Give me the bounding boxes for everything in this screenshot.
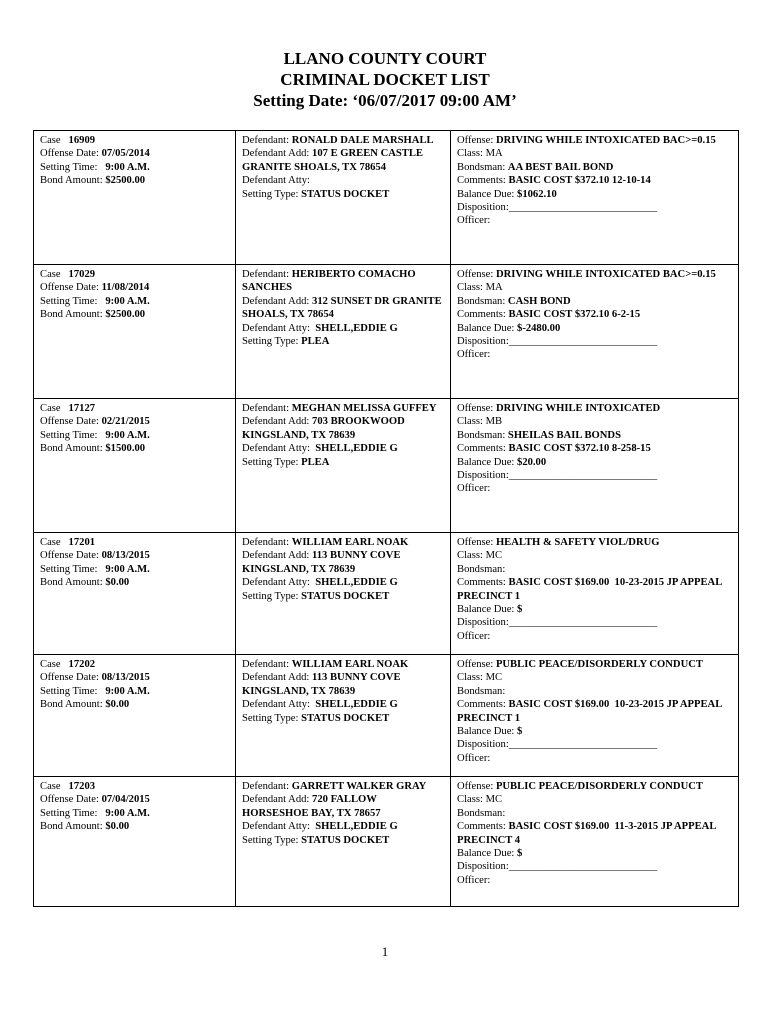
case-number bbox=[40, 402, 229, 415]
disposition-label: Disposition: bbox=[457, 202, 509, 214]
comments-value: BASIC COST $169.00 10-23-2015 JP APPEAL PRECINCT 1 bbox=[457, 699, 725, 724]
setting-type-value: STATUS DOCKET bbox=[301, 590, 390, 602]
bondsman-label: Bondsman: bbox=[457, 295, 508, 307]
disposition bbox=[457, 201, 732, 214]
defendant-address-value: 703 BROOKWOOD KINGSLAND, TX 78639 bbox=[242, 416, 408, 441]
setting-type bbox=[242, 335, 444, 348]
offense-value: PUBLIC PEACE/DISORDERLY CONDUCT bbox=[495, 659, 703, 670]
defendant-name-value: WILLIAM EARL NOAK bbox=[291, 659, 409, 670]
balance-due-value: $-2480.00 bbox=[517, 322, 561, 334]
defendant-cell bbox=[236, 265, 451, 399]
offense-cell bbox=[451, 655, 739, 777]
setting-time bbox=[40, 161, 229, 174]
class bbox=[457, 147, 732, 160]
defendant-name-label: Defendant: bbox=[242, 403, 292, 414]
defendant-address bbox=[242, 671, 444, 698]
bond-amount-value: $2500.00 bbox=[105, 309, 146, 321]
balance-due-label: Balance Due: bbox=[457, 726, 518, 738]
case-number bbox=[40, 268, 229, 281]
defendant-name bbox=[242, 268, 444, 295]
defendant-address-value: 312 SUNSET DR GRANITE SHOALS, TX 78654 bbox=[242, 295, 445, 321]
bondsman bbox=[457, 295, 732, 308]
setting-type bbox=[242, 834, 444, 847]
comments-value: BASIC COST $169.00 11-3-2015 JP APPEAL PRECINCT 4 bbox=[457, 821, 719, 846]
defendant-name-label: Defendant: bbox=[242, 269, 292, 280]
offense-date-value: 08/13/2015 bbox=[101, 672, 150, 684]
case-info-cell bbox=[34, 533, 236, 655]
court-name: LLANO COUNTY COURT bbox=[283, 49, 487, 68]
officer-label: Officer: bbox=[457, 483, 491, 495]
class-value: MA bbox=[485, 282, 503, 294]
offense-cell bbox=[451, 131, 739, 265]
class-value: MC bbox=[485, 550, 503, 562]
defendant-address-value: 107 E GREEN CASTLE GRANITE SHOALS, TX 78654 bbox=[242, 148, 426, 173]
disposition bbox=[457, 335, 732, 348]
defendant-address-value: 113 BUNNY COVE KINGSLAND, TX 78639 bbox=[242, 550, 404, 575]
officer bbox=[457, 874, 732, 887]
case-info-cell bbox=[34, 399, 236, 533]
case-number-label: Case bbox=[40, 135, 61, 146]
docket-body bbox=[34, 131, 739, 907]
setting-time-value: 9:00 A.M. bbox=[105, 563, 150, 575]
defendant-cell bbox=[236, 399, 451, 533]
bondsman-value: SHEILAS BAIL BONDS bbox=[507, 429, 621, 441]
bond-amount-value: $0.00 bbox=[105, 699, 130, 711]
table-row bbox=[34, 399, 739, 533]
disposition-label: Disposition: bbox=[457, 470, 509, 482]
offense-date-label: Offense Date: bbox=[40, 672, 102, 684]
setting-type-label: Setting Type: bbox=[242, 188, 302, 200]
bond-amount-value: $2500.00 bbox=[105, 175, 146, 187]
offense-date bbox=[40, 671, 229, 684]
case-number-value: 17029 bbox=[68, 269, 96, 280]
table-row bbox=[34, 131, 739, 265]
offense-label: Offense: bbox=[457, 135, 496, 146]
defendant-name bbox=[242, 536, 444, 549]
class-value: MC bbox=[485, 672, 503, 684]
case-number-label: Case bbox=[40, 659, 61, 670]
docket-header bbox=[0, 48, 770, 111]
bondsman-label: Bondsman: bbox=[457, 161, 508, 173]
balance-due bbox=[457, 322, 732, 335]
case-number bbox=[40, 536, 229, 549]
table-row bbox=[34, 265, 739, 399]
case-number-value: 17201 bbox=[68, 537, 96, 548]
disposition bbox=[457, 616, 732, 629]
comments-label: Comments: bbox=[457, 699, 509, 711]
defendant-address bbox=[242, 147, 444, 174]
officer-label: Officer: bbox=[457, 215, 491, 227]
setting-type-value: STATUS DOCKET bbox=[301, 188, 390, 200]
offense-date bbox=[40, 793, 229, 806]
disposition-label: Disposition: bbox=[457, 336, 509, 348]
bondsman-label: Bondsman: bbox=[457, 429, 508, 441]
setting-type bbox=[242, 590, 444, 603]
defendant-name-label: Defendant: bbox=[242, 659, 292, 670]
case-number-value: 17127 bbox=[68, 403, 96, 414]
class-label: Class: bbox=[457, 148, 486, 160]
disposition bbox=[457, 738, 732, 751]
class-label: Class: bbox=[457, 672, 486, 684]
disposition bbox=[457, 469, 732, 482]
defendant-address bbox=[242, 549, 444, 576]
disposition-value: ____________________________ bbox=[508, 336, 658, 348]
officer bbox=[457, 348, 732, 361]
disposition-value: ____________________________ bbox=[508, 861, 658, 873]
defendant-name-label: Defendant: bbox=[242, 781, 292, 792]
disposition-value: ____________________________ bbox=[508, 470, 658, 482]
setting-type-label: Setting Type: bbox=[242, 456, 302, 468]
defendant-atty bbox=[242, 442, 444, 455]
defendant-address-label: Defendant Add: bbox=[242, 550, 313, 562]
setting-time bbox=[40, 429, 229, 442]
class bbox=[457, 415, 732, 428]
balance-due bbox=[457, 188, 732, 201]
defendant-address bbox=[242, 415, 444, 442]
bond-amount bbox=[40, 698, 229, 711]
offense-label: Offense: bbox=[457, 781, 496, 792]
case-number bbox=[40, 658, 229, 671]
setting-time-value: 9:00 A.M. bbox=[105, 685, 150, 697]
bond-amount bbox=[40, 576, 229, 589]
defendant-cell bbox=[236, 533, 451, 655]
bond-amount-label: Bond Amount: bbox=[40, 175, 106, 187]
bond-amount bbox=[40, 442, 229, 455]
balance-due-label: Balance Due: bbox=[457, 848, 518, 860]
disposition-label: Disposition: bbox=[457, 739, 509, 751]
defendant-name-value: GARRETT WALKER GRAY bbox=[291, 781, 427, 792]
offense-value: PUBLIC PEACE/DISORDERLY CONDUCT bbox=[495, 781, 703, 792]
defendant-atty bbox=[242, 820, 444, 833]
class bbox=[457, 671, 732, 684]
defendant-name-label: Defendant: bbox=[242, 537, 292, 548]
defendant-atty-value: SHELL,EDDIE G bbox=[315, 821, 398, 833]
offense-date-label: Offense Date: bbox=[40, 282, 102, 294]
disposition-value: ____________________________ bbox=[508, 617, 658, 629]
defendant-atty-label: Defendant Atty: bbox=[242, 322, 313, 334]
offense-date bbox=[40, 415, 229, 428]
offense-date bbox=[40, 281, 229, 294]
setting-type-label: Setting Type: bbox=[242, 590, 302, 602]
offense bbox=[457, 134, 732, 147]
case-number bbox=[40, 780, 229, 793]
defendant-name-label: Defendant: bbox=[242, 135, 292, 146]
setting-type-label: Setting Type: bbox=[242, 712, 302, 724]
offense-date-label: Offense Date: bbox=[40, 148, 102, 160]
class bbox=[457, 793, 732, 806]
defendant-cell bbox=[236, 777, 451, 907]
bond-amount-value: $1500.00 bbox=[105, 443, 146, 455]
class bbox=[457, 549, 732, 562]
bond-amount bbox=[40, 308, 229, 321]
defendant-atty-value: SHELL,EDDIE G bbox=[315, 577, 398, 589]
offense bbox=[457, 402, 732, 415]
defendant-name bbox=[242, 658, 444, 671]
officer-label: Officer: bbox=[457, 630, 491, 642]
defendant-atty-value: SHELL,EDDIE G bbox=[315, 699, 398, 711]
balance-due-label: Balance Due: bbox=[457, 322, 518, 334]
offense-date-label: Offense Date: bbox=[40, 794, 102, 806]
comments-label: Comments: bbox=[457, 443, 509, 455]
defendant-name bbox=[242, 780, 444, 793]
case-number bbox=[40, 134, 229, 147]
bondsman-label: Bondsman: bbox=[457, 807, 508, 819]
defendant-name bbox=[242, 134, 444, 147]
offense-cell bbox=[451, 399, 739, 533]
docket-table bbox=[33, 130, 739, 907]
offense-date-value: 07/05/2014 bbox=[101, 148, 150, 160]
balance-due-value: $ bbox=[517, 848, 523, 860]
bondsman-label: Bondsman: bbox=[457, 685, 508, 697]
class-value: MA bbox=[485, 148, 503, 160]
officer-label: Officer: bbox=[457, 752, 491, 764]
offense-date bbox=[40, 147, 229, 160]
defendant-atty-label: Defendant Atty: bbox=[242, 443, 313, 455]
case-number-label: Case bbox=[40, 537, 61, 548]
setting-type bbox=[242, 712, 444, 725]
class-value: MC bbox=[485, 794, 503, 806]
bond-amount-value: $0.00 bbox=[105, 577, 130, 589]
class-label: Class: bbox=[457, 794, 486, 806]
defendant-address-value: 113 BUNNY COVE KINGSLAND, TX 78639 bbox=[242, 672, 404, 697]
defendant-address-label: Defendant Add: bbox=[242, 295, 313, 307]
case-number-value: 16909 bbox=[68, 135, 96, 146]
setting-time-label: Setting Time: bbox=[40, 161, 101, 173]
defendant-atty bbox=[242, 322, 444, 335]
bondsman bbox=[457, 563, 732, 576]
bond-amount bbox=[40, 174, 229, 187]
officer bbox=[457, 214, 732, 227]
balance-due-label: Balance Due: bbox=[457, 188, 518, 200]
offense-label: Offense: bbox=[457, 659, 496, 670]
setting-type-value: PLEA bbox=[301, 336, 330, 348]
officer-label: Officer: bbox=[457, 874, 491, 886]
defendant-name-value: HERIBERTO COMACHO SANCHES bbox=[242, 269, 419, 294]
defendant-atty-value: SHELL,EDDIE G bbox=[315, 443, 398, 455]
offense bbox=[457, 780, 732, 793]
defendant-atty-value: SHELL,EDDIE G bbox=[315, 322, 398, 334]
offense bbox=[457, 268, 732, 281]
comments-value: BASIC COST $372.10 8-258-15 bbox=[508, 443, 651, 455]
bondsman bbox=[457, 161, 732, 174]
bond-amount-value: $0.00 bbox=[105, 821, 130, 833]
balance-due-value: $ bbox=[517, 604, 523, 616]
setting-time bbox=[40, 807, 229, 820]
balance-due-value: $1062.10 bbox=[517, 188, 557, 200]
defendant-name-value: MEGHAN MELISSA GUFFEY bbox=[291, 403, 437, 414]
bond-amount-label: Bond Amount: bbox=[40, 443, 106, 455]
case-info-cell bbox=[34, 777, 236, 907]
defendant-atty bbox=[242, 698, 444, 711]
offense-date-value: 08/13/2015 bbox=[101, 550, 150, 562]
comments-label: Comments: bbox=[457, 577, 509, 589]
disposition-label: Disposition: bbox=[457, 861, 509, 873]
disposition-label: Disposition: bbox=[457, 617, 509, 629]
comments-value: BASIC COST $372.10 12-10-14 bbox=[508, 175, 651, 187]
offense bbox=[457, 536, 732, 549]
offense-cell bbox=[451, 265, 739, 399]
offense bbox=[457, 658, 732, 671]
setting-time-value: 9:00 A.M. bbox=[105, 429, 150, 441]
disposition-value: ____________________________ bbox=[508, 202, 658, 214]
comments bbox=[457, 174, 732, 187]
setting-type-value: STATUS DOCKET bbox=[301, 712, 390, 724]
defendant-atty-label: Defendant Atty: bbox=[242, 577, 313, 589]
setting-time-label: Setting Time: bbox=[40, 295, 101, 307]
bond-amount-label: Bond Amount: bbox=[40, 699, 106, 711]
bondsman-value: CASH BOND bbox=[507, 295, 571, 307]
defendant-atty-label: Defendant Atty: bbox=[242, 699, 313, 711]
offense-value: HEALTH & SAFETY VIOL/DRUG bbox=[495, 537, 660, 548]
defendant-address-label: Defendant Add: bbox=[242, 794, 313, 806]
comments bbox=[457, 576, 732, 603]
class-label: Class: bbox=[457, 550, 486, 562]
setting-time bbox=[40, 685, 229, 698]
defendant-name-value: WILLIAM EARL NOAK bbox=[291, 537, 409, 548]
offense-value: DRIVING WHILE INTOXICATED BAC>=0.15 bbox=[495, 269, 716, 280]
defendant-address bbox=[242, 793, 444, 820]
comments-label: Comments: bbox=[457, 309, 509, 321]
defendant-cell bbox=[236, 655, 451, 777]
setting-type bbox=[242, 188, 444, 201]
balance-due bbox=[457, 456, 732, 469]
table-row bbox=[34, 777, 739, 907]
offense-date-label: Offense Date: bbox=[40, 550, 102, 562]
balance-due-label: Balance Due: bbox=[457, 604, 518, 616]
balance-due bbox=[457, 725, 732, 738]
case-info-cell bbox=[34, 655, 236, 777]
setting-time bbox=[40, 563, 229, 576]
defendant-address bbox=[242, 295, 444, 322]
docket-title: CRIMINAL DOCKET LIST bbox=[280, 70, 490, 89]
setting-time-label: Setting Time: bbox=[40, 685, 101, 697]
setting-time-label: Setting Time: bbox=[40, 429, 101, 441]
offense-label: Offense: bbox=[457, 537, 496, 548]
setting-time-label: Setting Time: bbox=[40, 563, 101, 575]
bond-amount-label: Bond Amount: bbox=[40, 821, 106, 833]
case-number-label: Case bbox=[40, 403, 61, 414]
defendant-atty-label: Defendant Atty: bbox=[242, 175, 313, 187]
setting-time-value: 9:00 A.M. bbox=[105, 295, 150, 307]
bondsman bbox=[457, 685, 732, 698]
comments-label: Comments: bbox=[457, 175, 509, 187]
defendant-address-label: Defendant Add: bbox=[242, 416, 313, 428]
comments-value: BASIC COST $169.00 10-23-2015 JP APPEAL PRECINCT 1 bbox=[457, 577, 725, 602]
offense-cell bbox=[451, 533, 739, 655]
bondsman-value: AA BEST BAIL BOND bbox=[507, 161, 614, 173]
class-value: MB bbox=[485, 416, 503, 428]
class-label: Class: bbox=[457, 282, 486, 294]
offense-date-value: 07/04/2015 bbox=[101, 794, 150, 806]
offense-date bbox=[40, 549, 229, 562]
case-info-cell bbox=[34, 131, 236, 265]
setting-type-label: Setting Type: bbox=[242, 336, 302, 348]
balance-due bbox=[457, 847, 732, 860]
case-number-label: Case bbox=[40, 269, 61, 280]
setting-type-value: PLEA bbox=[301, 456, 330, 468]
defendant-atty bbox=[242, 576, 444, 589]
setting-time-value: 9:00 A.M. bbox=[105, 161, 150, 173]
table-row bbox=[34, 655, 739, 777]
balance-due-value: $20.00 bbox=[517, 456, 547, 468]
case-info-cell bbox=[34, 265, 236, 399]
offense-label: Offense: bbox=[457, 269, 496, 280]
officer bbox=[457, 752, 732, 765]
class bbox=[457, 281, 732, 294]
bond-amount-label: Bond Amount: bbox=[40, 577, 106, 589]
bondsman bbox=[457, 429, 732, 442]
bondsman-label: Bondsman: bbox=[457, 563, 508, 575]
defendant-address-label: Defendant Add: bbox=[242, 148, 313, 160]
bond-amount bbox=[40, 820, 229, 833]
balance-due-value: $ bbox=[517, 726, 523, 738]
case-number-value: 17203 bbox=[68, 781, 96, 792]
table-row bbox=[34, 533, 739, 655]
setting-time-label: Setting Time: bbox=[40, 807, 101, 819]
comments-label: Comments: bbox=[457, 821, 509, 833]
offense-value: DRIVING WHILE INTOXICATED BAC>=0.15 bbox=[495, 135, 716, 146]
setting-date: Setting Date: ‘06/07/2017 09:00 AM’ bbox=[253, 91, 517, 110]
defendant-address-value: 720 FALLOW HORSESHOE BAY, TX 78657 bbox=[242, 794, 381, 819]
officer bbox=[457, 482, 732, 495]
offense-value: DRIVING WHILE INTOXICATED bbox=[495, 403, 661, 414]
disposition-value: ____________________________ bbox=[508, 739, 658, 751]
balance-due-label: Balance Due: bbox=[457, 456, 518, 468]
setting-time bbox=[40, 295, 229, 308]
bondsman bbox=[457, 807, 732, 820]
offense-label: Offense: bbox=[457, 403, 496, 414]
offense-date-value: 02/21/2015 bbox=[101, 416, 150, 428]
class-label: Class: bbox=[457, 416, 486, 428]
setting-type bbox=[242, 456, 444, 469]
comments-value: BASIC COST $372.10 6-2-15 bbox=[508, 309, 641, 321]
case-number-value: 17202 bbox=[68, 659, 96, 670]
defendant-address-label: Defendant Add: bbox=[242, 672, 313, 684]
balance-due bbox=[457, 603, 732, 616]
offense-date-label: Offense Date: bbox=[40, 416, 102, 428]
case-number-label: Case bbox=[40, 781, 61, 792]
comments bbox=[457, 308, 732, 321]
setting-time-value: 9:00 A.M. bbox=[105, 807, 150, 819]
defendant-atty bbox=[242, 174, 444, 187]
page-number: 1 bbox=[381, 944, 389, 959]
comments bbox=[457, 442, 732, 455]
comments bbox=[457, 820, 732, 847]
bond-amount-label: Bond Amount: bbox=[40, 309, 106, 321]
officer bbox=[457, 630, 732, 643]
offense-cell bbox=[451, 777, 739, 907]
setting-type-label: Setting Type: bbox=[242, 834, 302, 846]
defendant-atty-label: Defendant Atty: bbox=[242, 821, 313, 833]
officer-label: Officer: bbox=[457, 349, 491, 361]
defendant-name-value: RONALD DALE MARSHALL bbox=[291, 135, 434, 146]
disposition bbox=[457, 860, 732, 873]
offense-date-value: 11/08/2014 bbox=[101, 282, 150, 294]
defendant-cell bbox=[236, 131, 451, 265]
setting-type-value: STATUS DOCKET bbox=[301, 834, 390, 846]
defendant-name bbox=[242, 402, 444, 415]
comments bbox=[457, 698, 732, 725]
